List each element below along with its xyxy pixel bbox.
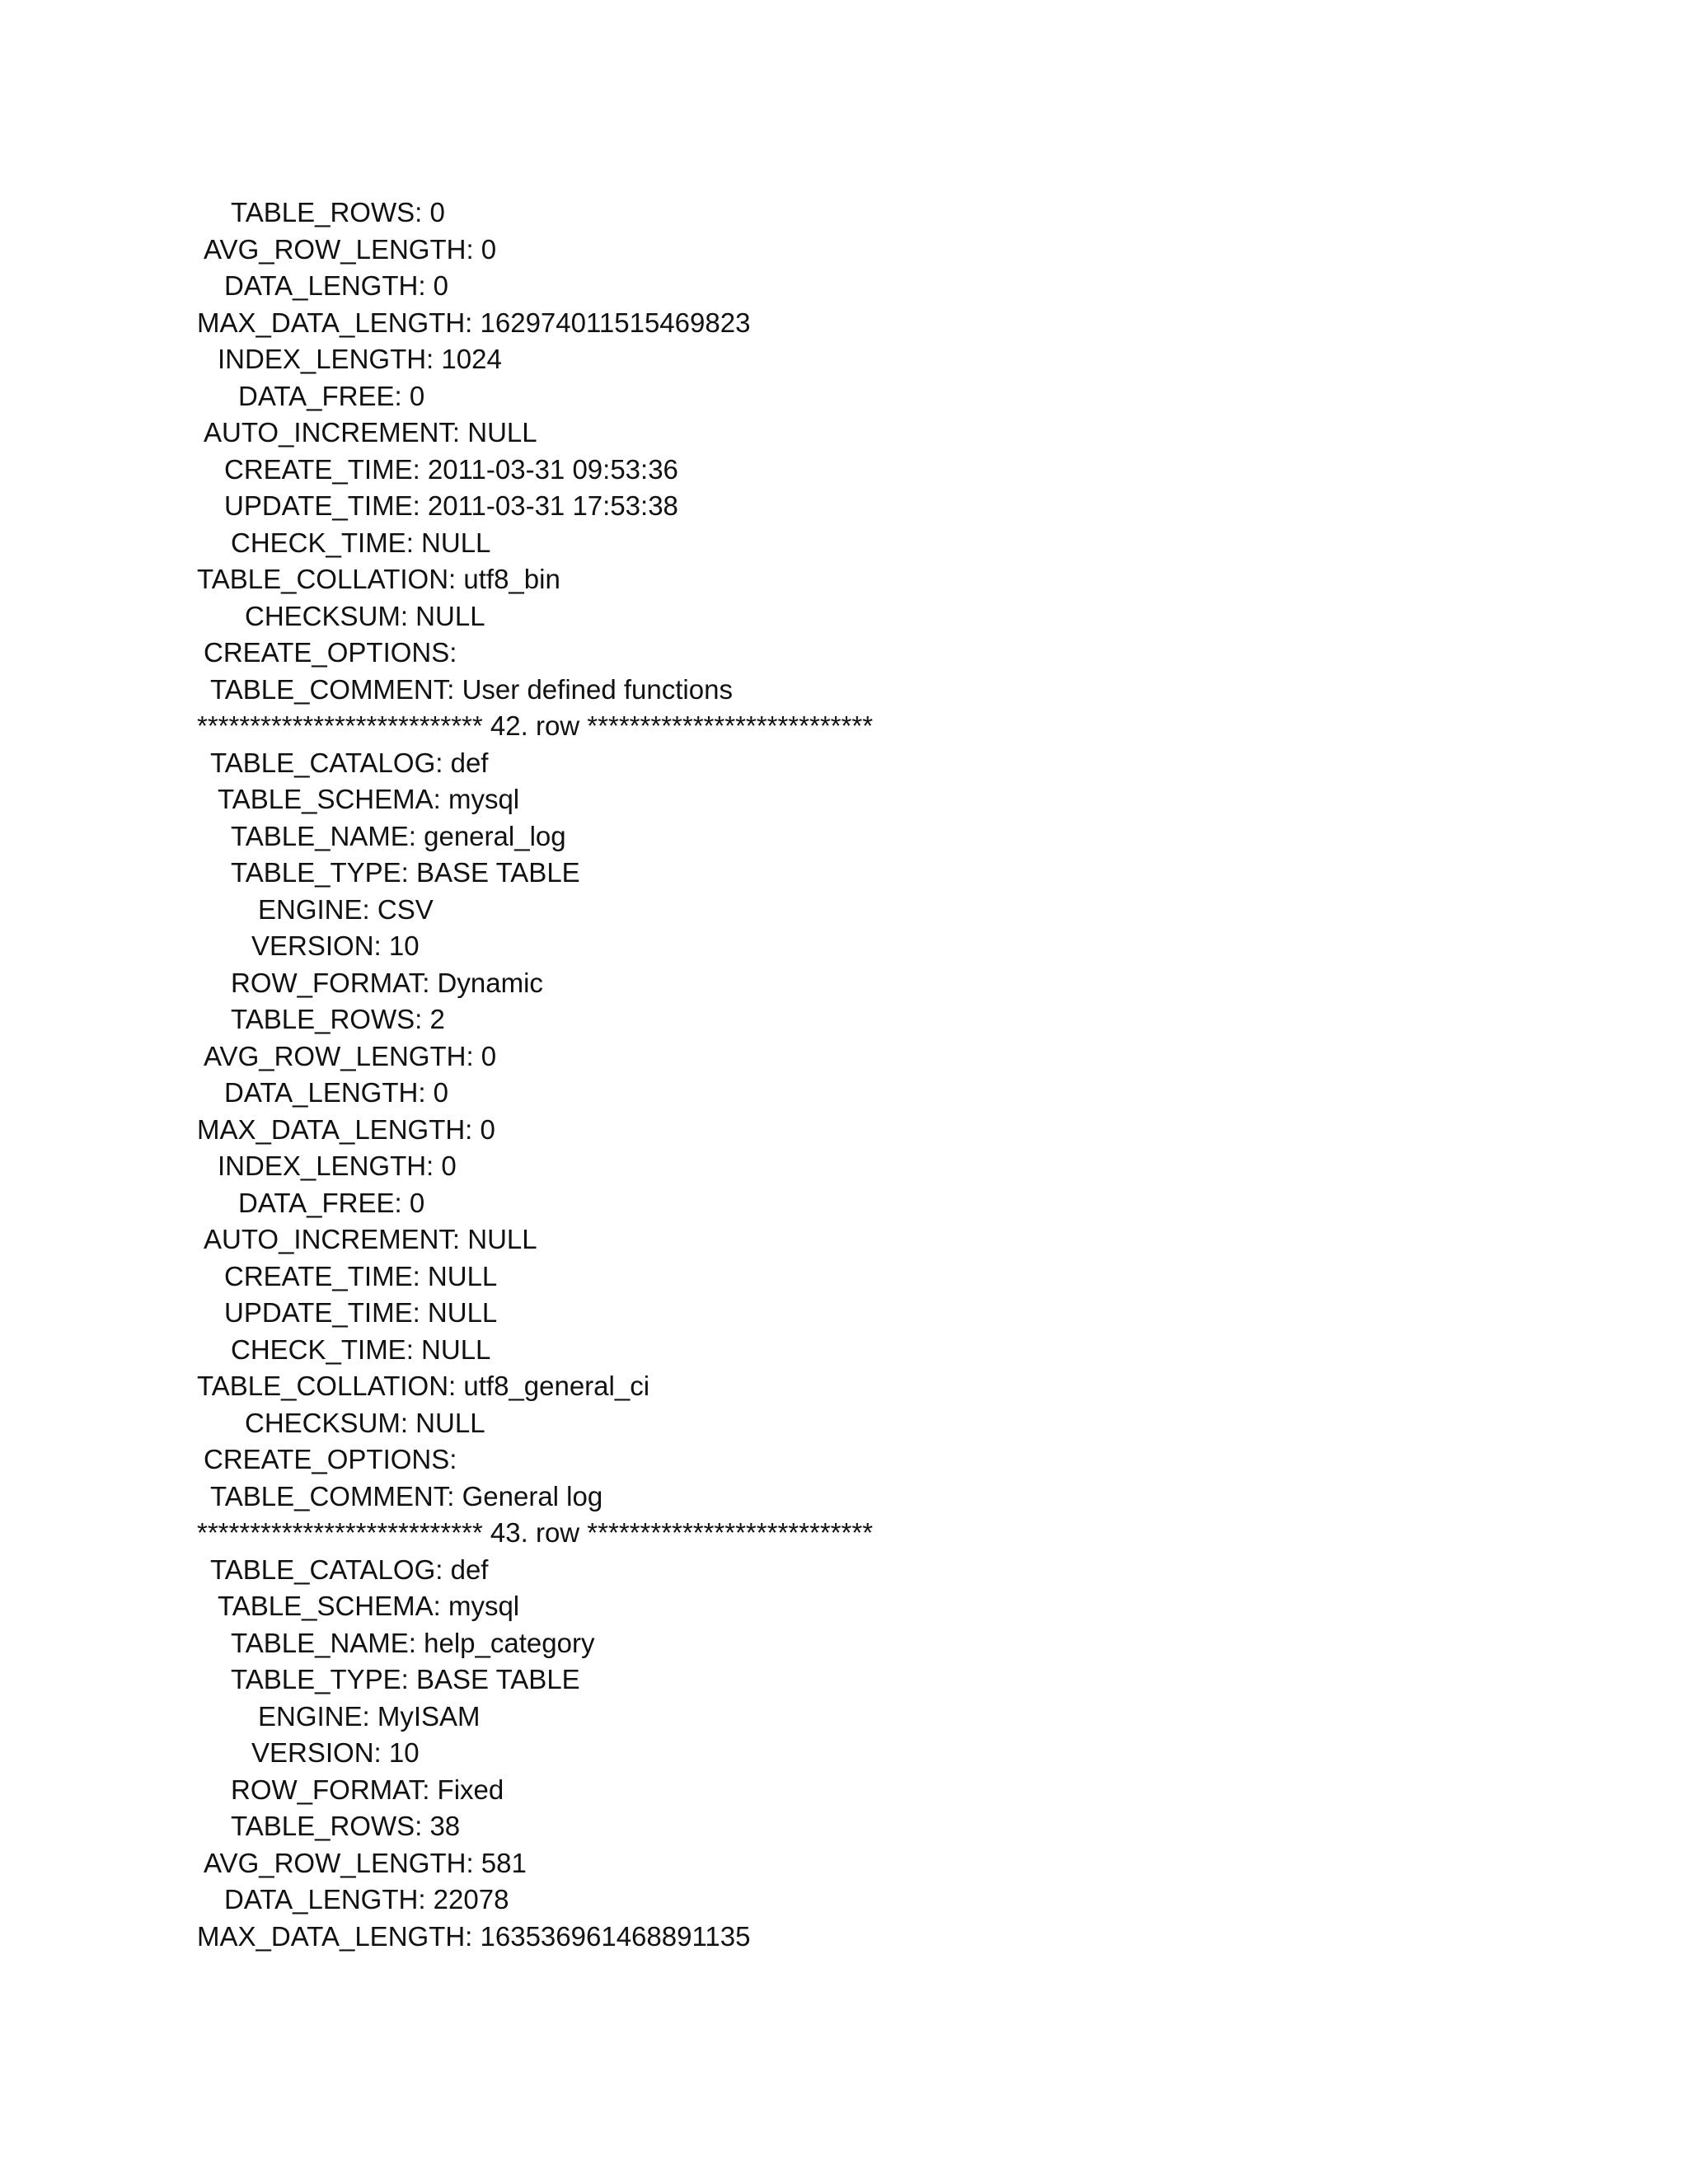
text-line: TABLE_ROWS: 2 <box>231 1004 445 1034</box>
text-line: MAX_DATA_LENGTH: 162974011515469823 <box>197 307 751 338</box>
text-line: AUTO_INCREMENT: NULL <box>204 417 537 448</box>
row-separator: *************************** 42. row *************************** <box>197 710 874 741</box>
text-line: CREATE_TIME: NULL <box>224 1261 498 1291</box>
text-line: DATA_LENGTH: 0 <box>224 270 449 301</box>
text-line: ENGINE: MyISAM <box>258 1701 481 1732</box>
text-line: TABLE_TYPE: BASE TABLE <box>231 857 580 888</box>
text-line: INDEX_LENGTH: 1024 <box>218 344 502 374</box>
text-line: DATA_FREE: 0 <box>238 381 425 411</box>
text-line: TABLE_ROWS: 38 <box>231 1811 461 1841</box>
text-line: CREATE_OPTIONS: <box>204 1444 457 1474</box>
text-line: TABLE_SCHEMA: mysql <box>218 784 520 814</box>
text-line: AVG_ROW_LENGTH: 0 <box>204 234 497 265</box>
text-line: CHECKSUM: NULL <box>245 601 485 631</box>
text-line: TABLE_COMMENT: User defined functions <box>210 674 733 705</box>
text-line: AVG_ROW_LENGTH: 0 <box>204 1041 497 1071</box>
text-line: DATA_LENGTH: 22078 <box>224 1884 509 1915</box>
text-line: TABLE_CATALOG: def <box>210 1554 489 1585</box>
text-line: UPDATE_TIME: 2011-03-31 17:53:38 <box>224 490 678 521</box>
text-line: AVG_ROW_LENGTH: 581 <box>204 1848 527 1878</box>
text-line: AUTO_INCREMENT: NULL <box>204 1224 537 1254</box>
text-line: ROW_FORMAT: Dynamic <box>231 968 543 998</box>
text-line: ROW_FORMAT: Fixed <box>231 1774 504 1805</box>
text-line: MAX_DATA_LENGTH: 163536961468891135 <box>197 1921 751 1952</box>
text-line: VERSION: 10 <box>251 930 420 961</box>
text-line: ENGINE: CSV <box>258 894 434 925</box>
row-separator: *************************** 43. row *************************** <box>197 1517 874 1548</box>
text-line: TABLE_CATALOG: def <box>210 748 489 778</box>
text-line: TABLE_ROWS: 0 <box>231 197 445 227</box>
text-line: CHECKSUM: NULL <box>245 1408 485 1438</box>
text-line: INDEX_LENGTH: 0 <box>218 1151 457 1181</box>
text-line: DATA_LENGTH: 0 <box>224 1077 449 1108</box>
text-line: TABLE_COLLATION: utf8_bin <box>197 564 560 594</box>
text-line: TABLE_NAME: help_category <box>231 1628 595 1658</box>
text-line: TABLE_COMMENT: General log <box>210 1481 603 1511</box>
text-line: TABLE_SCHEMA: mysql <box>218 1591 520 1621</box>
text-line: UPDATE_TIME: NULL <box>224 1297 498 1328</box>
text-line: TABLE_COLLATION: utf8_general_ci <box>197 1371 650 1401</box>
text-line: CHECK_TIME: NULL <box>231 527 491 558</box>
text-line: DATA_FREE: 0 <box>238 1188 425 1218</box>
text-line: MAX_DATA_LENGTH: 0 <box>197 1114 495 1145</box>
text-line: CHECK_TIME: NULL <box>231 1334 491 1365</box>
text-line: CREATE_TIME: 2011-03-31 09:53:36 <box>224 454 678 485</box>
text-line: TABLE_NAME: general_log <box>231 821 566 851</box>
text-line: VERSION: 10 <box>251 1737 420 1768</box>
text-line: CREATE_OPTIONS: <box>204 637 457 668</box>
text-line: TABLE_TYPE: BASE TABLE <box>231 1664 580 1694</box>
